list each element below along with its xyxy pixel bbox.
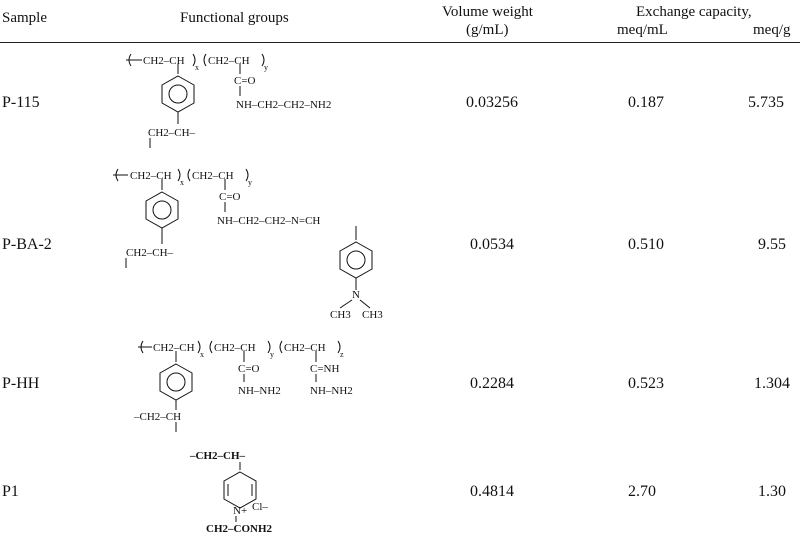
p115-benzene-icon (162, 76, 194, 112)
p115-backbone-b: CH2–CH (208, 55, 250, 67)
pba2-aryl-aromatic (347, 251, 365, 269)
pba2-chain: NH–CH2–CH2–N=CH (217, 215, 321, 227)
p115-backbone-a: CH2–CH (143, 55, 185, 67)
phh-bracket-open-c (280, 341, 282, 353)
pba2-aromatic-ring (153, 201, 171, 219)
pba2-benzene-icon (146, 192, 178, 228)
p115-bracket-open-b (204, 54, 206, 66)
p115-crosslink: CH2–CH– (148, 127, 196, 139)
row4-meq-ml: 2.70 (628, 483, 656, 500)
p115-y: y (264, 63, 268, 72)
p1-chloride: Cl– (252, 501, 268, 513)
row3-sample: P-HH (2, 375, 40, 392)
pba2-y: y (248, 178, 252, 187)
row1-meq-ml: 0.187 (628, 94, 664, 111)
p1-substituent: CH2–CONH2 (206, 523, 272, 535)
phh-crosslink: –CH2–CH (134, 411, 182, 423)
header-meq-ml: meq/mL (617, 22, 668, 38)
structure-phh (133, 341, 353, 432)
phh-backbone-a: CH2–CH (153, 342, 195, 354)
p115-aromatic-ring (169, 85, 187, 103)
row3-meq-ml: 0.523 (628, 375, 664, 392)
phh-bracket-open-b (210, 341, 212, 353)
phh-hydrazide: NH–NH2 (238, 385, 281, 397)
structure-pba2 (113, 169, 383, 321)
pba2-carbonyl: C=O (219, 191, 241, 203)
row1-sample: P-115 (2, 94, 40, 111)
header-volume-weight: Volume weight (442, 4, 533, 20)
p115-carbonyl: C=O (234, 75, 256, 87)
phh-backbone-b: CH2–CH (214, 342, 256, 354)
pba2-crosslink: CH2–CH– (126, 247, 174, 259)
phh-aromatic-ring (167, 373, 185, 391)
phh-benzene-icon (160, 364, 192, 400)
header-exchange-capacity: Exchange capacity, (636, 4, 752, 20)
header-volume-weight-unit: (g/mL) (466, 22, 509, 38)
row2-meq-g: 9.55 (758, 236, 786, 253)
phh-hydrazine: NH–NH2 (310, 385, 353, 397)
header-functional-groups: Functional groups (180, 10, 289, 26)
phh-imine: C=NH (310, 363, 340, 375)
p115-x: x (195, 63, 199, 72)
pba2-bracket-open-b (188, 169, 190, 181)
phh-backbone-c: CH2–CH (284, 342, 326, 354)
row1-volume-weight: 0.03256 (466, 94, 518, 111)
pba2-methyl-left: CH3 (330, 309, 351, 321)
row2-sample: P-BA-2 (2, 236, 52, 253)
header-sample: Sample (2, 10, 47, 26)
pba2-bond-methyl-right (360, 300, 370, 308)
structure-p115 (126, 54, 331, 148)
pba2-aryl-ring-icon (340, 242, 372, 278)
phh-y: y (270, 350, 274, 359)
pba2-methyl-right: CH3 (362, 309, 383, 321)
pba2-backbone-a: CH2–CH (130, 170, 172, 182)
pba2-dimethyl-n: N (352, 289, 360, 301)
row2-volume-weight: 0.0534 (470, 236, 514, 253)
row2-meq-ml: 0.510 (628, 236, 664, 253)
header-meq-g: meq/g (753, 22, 791, 38)
structure-p1 (189, 450, 273, 535)
row4-sample: P1 (2, 483, 19, 500)
phh-z: z (340, 350, 344, 359)
row3-volume-weight: 0.2284 (470, 375, 514, 392)
p1-backbone: –CH2–CH– (190, 450, 245, 462)
phh-carbonyl: C=O (238, 363, 260, 375)
p115-amine: NH–CH2–CH2–NH2 (236, 99, 332, 111)
p1-pyridinium-n: N+ (233, 505, 248, 517)
row4-volume-weight: 0.4814 (470, 483, 514, 500)
phh-x: x (200, 350, 204, 359)
row1-meq-g: 5.735 (748, 94, 784, 111)
row4-meq-g: 1.30 (758, 483, 786, 500)
row3-meq-g: 1.304 (754, 375, 790, 392)
pba2-x: x (180, 178, 184, 187)
pba2-bond-methyl-left (340, 300, 352, 308)
pba2-backbone-b: CH2–CH (192, 170, 234, 182)
